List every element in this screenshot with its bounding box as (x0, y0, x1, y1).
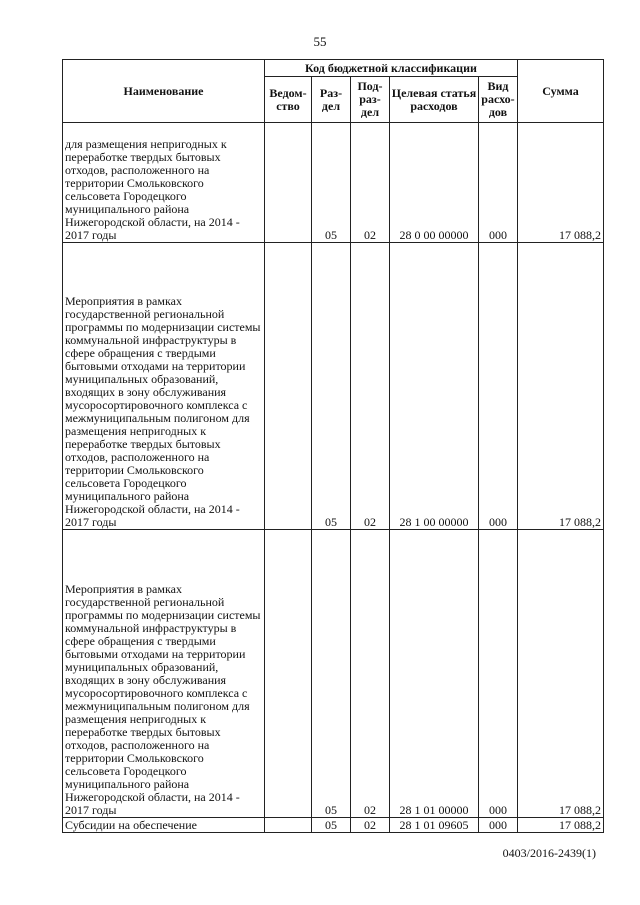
row-sum: 17 088,2 (518, 123, 604, 243)
row-target-article: 28 1 01 00000 (390, 530, 479, 818)
row-expense-type: 000 (479, 123, 518, 243)
row-expense-type: 000 (479, 818, 518, 833)
row-vedomstvo (265, 243, 312, 530)
row-name: Субсидии на обеспечение (63, 818, 265, 833)
table-row (63, 818, 604, 833)
row-razdel: 05 (312, 818, 351, 833)
row-podrazdel: 02 (351, 123, 390, 243)
row-sum: 17 088,2 (518, 243, 604, 530)
row-vedomstvo (265, 123, 312, 243)
table-row (63, 243, 604, 530)
column-header-podrazdel: Под-раз-дел (351, 77, 390, 123)
row-target-article: 28 0 00 00000 (390, 123, 479, 243)
row-expense-type: 000 (479, 243, 518, 530)
row-podrazdel: 02 (351, 530, 390, 818)
row-name: Мероприятия в рамках государственной региональной программы по модернизации системы коммунальной инфраструктуры в сфере обращения с твердыми бытовыми отходами на территории муниципальных образований, входящих в зону обслуживания мусоросортировочного комплекса с межмуниципальным полигоном для размещения непригодных к переработке твердых бытовых отходов, расположенного на территории Смольковского сельсовета Городецкого муниципального района Нижегородской области, на 2014 - 2017 годы (63, 530, 265, 818)
row-name: для размещения непригодных к переработке твердых бытовых отходов, расположенного на территории Смольковского сельсовета Городецкого муниципального района Нижегородской области, на 2014 - 2017 годы (63, 123, 265, 243)
row-vedomstvo (265, 530, 312, 818)
table-row (63, 530, 604, 818)
table-row (63, 123, 604, 243)
column-header-sum: Сумма (518, 60, 604, 123)
row-sum: 17 088,2 (518, 530, 604, 818)
column-header-expense-type: Вид расхо-дов (479, 77, 518, 123)
column-header-name: Наименование (63, 60, 265, 123)
row-razdel: 05 (312, 530, 351, 818)
row-vedomstvo (265, 818, 312, 833)
budget-table (62, 59, 604, 833)
row-razdel: 05 (312, 243, 351, 530)
row-target-article: 28 1 01 09605 (390, 818, 479, 833)
column-group-header-code: Код бюджетной классификации (265, 60, 518, 77)
row-podrazdel: 02 (351, 243, 390, 530)
document-code: 0403/2016-2439(1) (502, 846, 596, 860)
row-target-article: 28 1 00 00000 (390, 243, 479, 530)
row-podrazdel: 02 (351, 818, 390, 833)
column-header-razdel: Раз-дел (312, 77, 351, 123)
row-sum: 17 088,2 (518, 818, 604, 833)
page-number: 55 (313, 34, 327, 49)
row-expense-type: 000 (479, 530, 518, 818)
column-header-vedomstvo: Ведом-ство (265, 77, 312, 123)
row-name: Мероприятия в рамках государственной региональной программы по модернизации системы коммунальной инфраструктуры в сфере обращения с твердыми бытовыми отходами на территории муниципальных образований, входящих в зону обслуживания мусоросортировочного комплекса с межмуниципальным полигоном для размещения непригодных к переработке твердых бытовых отходов, расположенного на территории Смольковского сельсовета Городецкого муниципального района Нижегородской области, на 2014 - 2017 годы (63, 243, 265, 530)
column-header-target-article: Целевая статья расходов (390, 77, 479, 123)
row-razdel: 05 (312, 123, 351, 243)
